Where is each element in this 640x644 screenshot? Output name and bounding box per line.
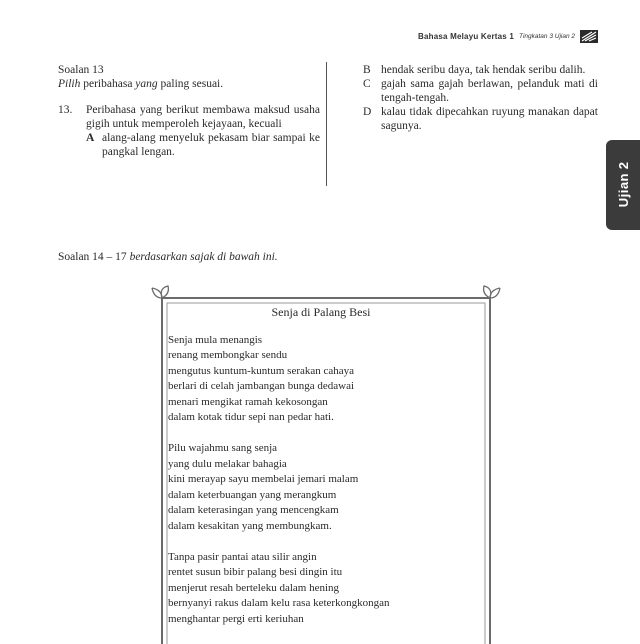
- poem-line: menjerut resah berteleku dalam hening: [168, 581, 340, 594]
- poem-line: mengutus kuntum-kuntum serakan cahaya: [168, 364, 355, 377]
- question-text: Peribahasa yang berikut membawa maksud usaha gigih untuk memperoleh kejayaan, kecuali: [86, 104, 320, 130]
- question-13: [58, 103, 320, 131]
- poem-line: dalam keterbuangan yang merangkum: [168, 488, 337, 501]
- poem-line: renang membongkar sendu: [168, 349, 288, 361]
- poem-line: dalam kesakitan yang membungkam.: [168, 519, 332, 532]
- section-instruction: [58, 77, 320, 91]
- stanza-2: [168, 441, 488, 534]
- poem: [168, 305, 488, 643]
- page-header: [418, 30, 598, 43]
- poem-line: yang dulu melakar bahagia: [168, 457, 287, 470]
- poem-line: Senja mula menangis: [168, 333, 263, 346]
- poem-title: Senja di Palang Besi: [271, 305, 371, 319]
- poem-line: dalam kotak tidur sepi nan pedar hati.: [168, 411, 334, 423]
- section2-heading: [58, 251, 278, 263]
- option-c: [363, 77, 598, 105]
- section2-title: Soalan 14 – 17: [58, 251, 127, 263]
- option-letter: B: [363, 64, 371, 76]
- poem-line: Pilu wajahmu sang senja: [168, 442, 278, 454]
- option-text: alang-alang menyeluk pekasam biar sampai ke pangkal lengan.: [102, 132, 320, 158]
- right-column: [363, 63, 598, 133]
- instruction-end: paling sesuai.: [157, 78, 224, 90]
- poem-line: bernyanyi rakus dalam kelu rasa keterkongkongan: [168, 597, 390, 609]
- column-divider: [326, 62, 327, 186]
- exam-side-tab: [606, 140, 640, 230]
- poem-line: rentet susun bibir palang besi dingin itu: [168, 566, 343, 578]
- publisher-logo-icon: [580, 30, 598, 43]
- stanza-3: [168, 550, 488, 628]
- option-b: [363, 63, 598, 77]
- poem-line: menari mengikat ramah kekosongan: [168, 395, 328, 408]
- option-letter: A: [86, 132, 95, 144]
- left-column: [58, 63, 320, 159]
- stanza-1: [168, 333, 488, 426]
- side-tab-number: 2: [615, 162, 631, 170]
- poem-line: menghantar pergi erti keriuhan: [168, 612, 304, 625]
- instruction-verb: Pilih: [58, 78, 81, 90]
- option-text: hendak seribu daya, tak hendak seribu dalih.: [381, 64, 586, 76]
- instruction-mid: peribahasa: [80, 78, 136, 90]
- side-tab-word: Ujian: [615, 173, 631, 208]
- option-text: gajah sama gajah berlawan, pelanduk mati di tengah-tengah.: [381, 78, 598, 104]
- poem-line: berlari di celah jambangan bunga dedawai: [168, 380, 355, 392]
- instruction-yang: yang: [135, 78, 158, 90]
- question-number: 13.: [58, 104, 73, 116]
- option-d: [363, 105, 598, 133]
- option-letter: C: [363, 78, 371, 90]
- poem-line: Tanpa pasir pantai atau silir angin: [168, 550, 317, 563]
- level-label: Tingkatan 3 Ujian 2: [519, 33, 575, 40]
- poem-line: dalam keterasingan yang mencengkam: [168, 504, 339, 516]
- section-title: Soalan 13: [58, 64, 104, 76]
- option-letter: D: [363, 106, 372, 118]
- poem-line: kini merayap sayu membelai jemari malam: [168, 473, 359, 485]
- section2-instruction: berdasarkan sajak di bawah ini.: [126, 251, 278, 263]
- option-text: kalau tidak dipecahkan ruyung manakan dapat sagunya.: [381, 106, 598, 132]
- subject-label: Bahasa Melayu Kertas 1: [418, 32, 515, 41]
- option-a: [86, 131, 320, 159]
